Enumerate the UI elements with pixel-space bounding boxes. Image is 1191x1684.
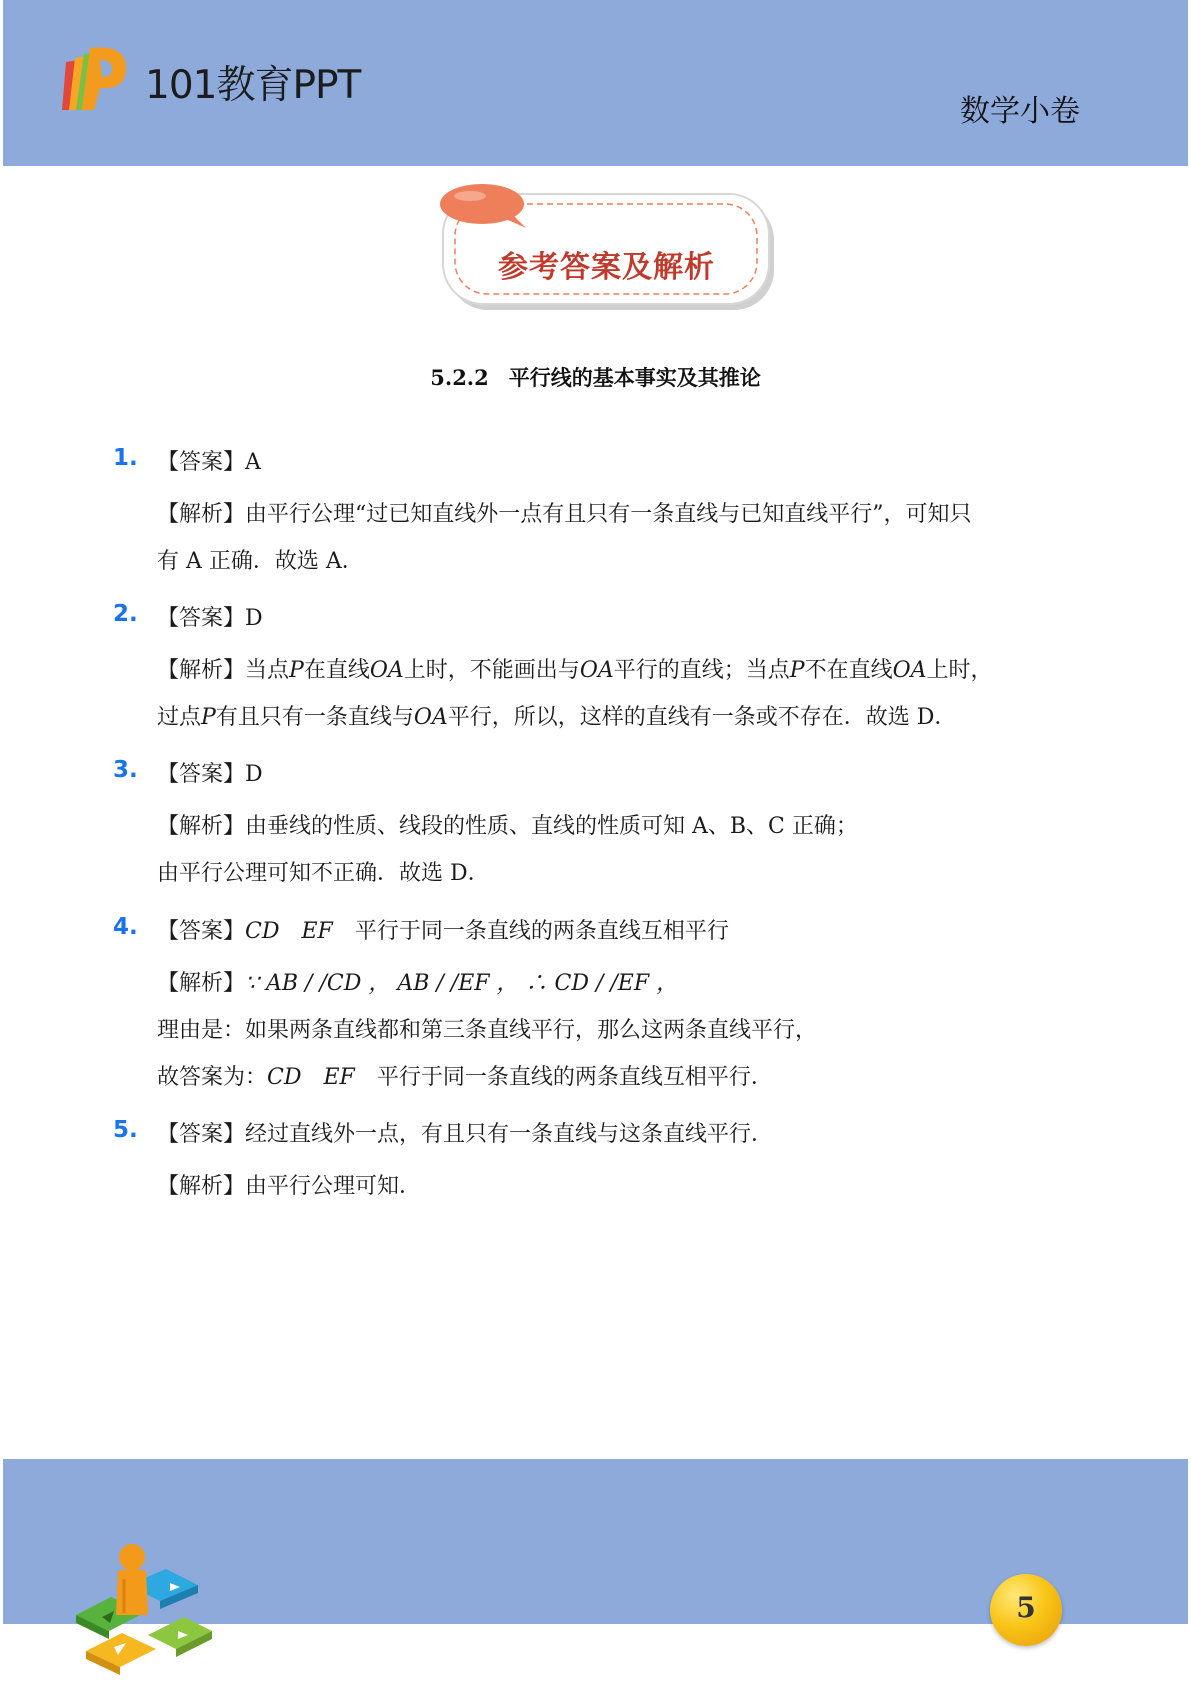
item-number: 3. — [113, 757, 138, 783]
analysis-line — [157, 966, 678, 997]
analysis-line: 【解析】由平行公理“过已知直线外一点有且只有一条直线与已知直线平行”，可知只 — [157, 502, 972, 527]
analysis-label: 【解析】 — [157, 658, 246, 683]
section-heading — [0, 362, 1191, 392]
answer-label: 【答案】 — [157, 919, 246, 944]
text-run: 上时，不能画出与 — [403, 658, 580, 683]
text-run: 在直线 — [303, 658, 370, 683]
math-var: P — [289, 658, 304, 683]
analysis-line: 【解析】由垂线的性质、线段的性质、直线的性质可知 A、B、C 正确； — [157, 814, 858, 839]
math-var: OA — [413, 705, 448, 730]
conclusion-label: 故答案为： — [157, 1065, 268, 1090]
banner-title: 参考答案及解析 — [498, 250, 715, 285]
analysis-line: 【解析】由平行公理可知． — [157, 1174, 422, 1199]
analysis-line: 由平行公理可知不正确．故选 D． — [157, 861, 490, 886]
math-var: EF — [323, 1065, 355, 1090]
text-run: 当点 — [245, 658, 290, 683]
math-var: EF — [301, 919, 333, 944]
section-title: 平行线的基本事实及其推论 — [508, 365, 761, 390]
math-var: CD — [245, 919, 280, 944]
text-run: 过点 — [157, 705, 202, 730]
math-var: OA — [369, 658, 404, 683]
math-var: P — [201, 705, 216, 730]
conclusion-text: 平行于同一条直线的两条直线互相平行． — [376, 1065, 773, 1090]
math-expression: ∵ AB / /CD ， AB / /EF ， ∴ CD / /EF ， — [245, 971, 679, 996]
analysis-line — [157, 700, 956, 731]
analysis-line — [157, 1060, 773, 1091]
section-number: 5.2.2 — [430, 365, 489, 390]
analysis-label: 【解析】 — [157, 971, 246, 996]
text-run: 上时， — [926, 658, 993, 683]
math-var: OA — [579, 658, 614, 683]
text-run: 平行，所以，这样的直线有一条或不存在．故选 D． — [447, 705, 957, 730]
text-run: 平行的直线；当点 — [613, 658, 790, 683]
text-run: 有且只有一条直线与 — [215, 705, 414, 730]
item-number: 1. — [113, 445, 138, 471]
answer-line — [157, 914, 729, 945]
analysis-line — [157, 653, 993, 684]
analysis-line: 理由是：如果两条直线都和第三条直线平行，那么这两条直线平行， — [157, 1018, 818, 1043]
item-number: 4. — [113, 914, 138, 940]
math-var: OA — [892, 658, 927, 683]
answer-text: 平行于同一条直线的两条直线互相平行 — [354, 919, 729, 944]
text-run: 不在直线 — [804, 658, 893, 683]
page-number: 5 — [1016, 1591, 1036, 1624]
answer-line: 【答案】经过直线外一点，有且只有一条直线与这条直线平行． — [157, 1122, 774, 1147]
answer-line: 【答案】D — [157, 606, 263, 631]
math-var: P — [789, 658, 805, 683]
answer-line: 【答案】A — [157, 450, 261, 475]
answer-line: 【答案】D — [157, 762, 263, 787]
item-number: 2. — [113, 601, 138, 627]
mascot-blocks-icon — [66, 1535, 216, 1675]
math-var: CD — [267, 1065, 302, 1090]
analysis-line: 有 A 正确．故选 A． — [157, 549, 364, 574]
item-number: 5. — [113, 1117, 138, 1143]
paper-type-label: 数学小卷 — [960, 94, 1080, 129]
brand-logo-icon — [56, 40, 132, 116]
brand-name: 101教育PPT — [145, 63, 361, 108]
